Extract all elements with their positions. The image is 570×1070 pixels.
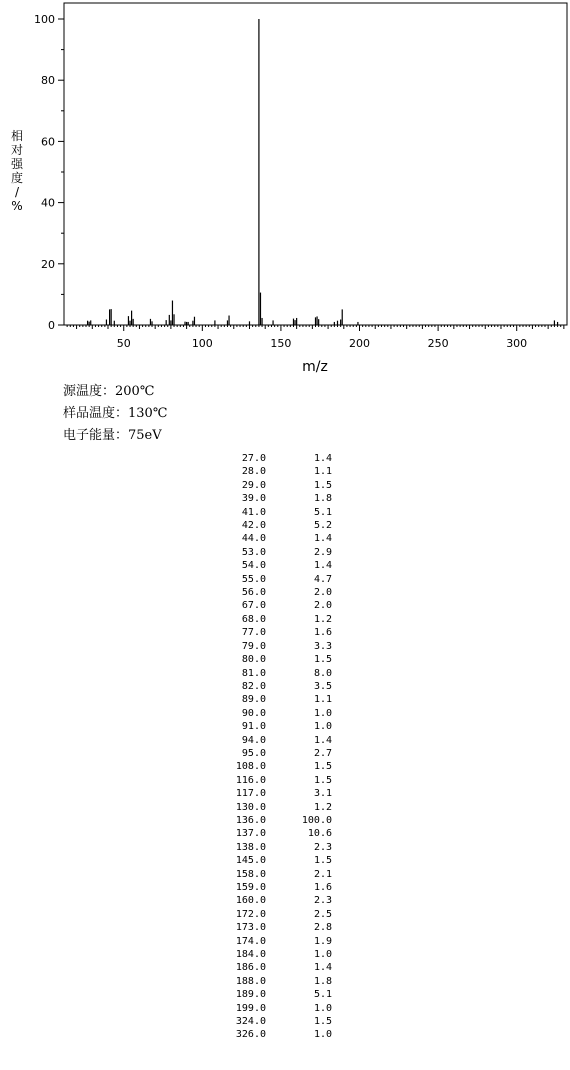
table-row bbox=[200, 948, 332, 961]
mz-cell: 158.0 bbox=[235, 868, 266, 880]
intensity-cell: 1.4 bbox=[313, 560, 332, 572]
mz-cell: 145.0 bbox=[235, 855, 266, 867]
mz-cell: 174.0 bbox=[235, 935, 266, 947]
intensity-cell: 2.0 bbox=[313, 587, 332, 599]
table-row bbox=[200, 720, 332, 733]
table-row bbox=[200, 894, 332, 907]
mz-cell: 67.0 bbox=[241, 600, 266, 612]
intensity-cell: 1.5 bbox=[313, 1016, 332, 1028]
y-axis-label-char: 强 bbox=[10, 157, 24, 171]
table-row bbox=[200, 586, 332, 599]
y-tick-label: 60 bbox=[41, 135, 55, 149]
table-row bbox=[200, 613, 332, 626]
mz-cell: 39.0 bbox=[241, 493, 266, 505]
table-row bbox=[200, 680, 332, 693]
intensity-cell: 1.4 bbox=[313, 734, 332, 746]
intensity-cell: 1.4 bbox=[313, 453, 332, 464]
table-row bbox=[200, 532, 332, 545]
intensity-cell: 1.1 bbox=[313, 466, 332, 478]
table-row bbox=[200, 693, 332, 706]
mz-cell: 116.0 bbox=[235, 774, 266, 786]
mz-cell: 44.0 bbox=[241, 533, 266, 545]
mz-cell: 56.0 bbox=[241, 587, 266, 599]
intensity-cell: 1.5 bbox=[313, 855, 332, 867]
mz-cell: 89.0 bbox=[241, 694, 266, 706]
mz-cell: 90.0 bbox=[241, 707, 266, 719]
intensity-cell: 3.3 bbox=[313, 640, 332, 652]
mz-cell: 68.0 bbox=[241, 613, 266, 625]
intensity-cell: 10.6 bbox=[307, 828, 332, 840]
y-axis-label-char: % bbox=[11, 199, 23, 213]
y-tick-label: 0 bbox=[48, 319, 55, 332]
table-row bbox=[200, 1015, 332, 1028]
peak-bars bbox=[88, 19, 558, 325]
mz-cell: 117.0 bbox=[235, 788, 266, 800]
mz-cell: 173.0 bbox=[235, 922, 266, 934]
table-row bbox=[200, 747, 332, 760]
mz-cell: 136.0 bbox=[235, 814, 266, 826]
y-tick-label: 80 bbox=[41, 74, 55, 88]
x-tick-label: 200 bbox=[349, 337, 371, 350]
table-row bbox=[200, 667, 332, 680]
mz-cell: 188.0 bbox=[235, 975, 266, 987]
mz-cell: 91.0 bbox=[241, 721, 266, 733]
table-row bbox=[200, 881, 332, 894]
intensity-cell: 2.3 bbox=[313, 895, 332, 907]
intensity-cell: 1.6 bbox=[313, 882, 332, 893]
mz-cell: 81.0 bbox=[241, 667, 266, 679]
mass-spectrum-chart bbox=[0, 0, 570, 380]
peak-table bbox=[200, 452, 332, 1042]
mz-cell: 29.0 bbox=[241, 479, 266, 491]
table-row bbox=[200, 559, 332, 572]
intensity-cell: 1.9 bbox=[313, 935, 332, 947]
intensity-cell: 1.8 bbox=[313, 493, 332, 505]
intensity-cell: 1.6 bbox=[313, 627, 332, 639]
mz-cell: 186.0 bbox=[235, 962, 266, 974]
mz-cell: 79.0 bbox=[241, 640, 266, 652]
x-tick-label: 300 bbox=[506, 337, 528, 350]
mz-cell: 95.0 bbox=[241, 747, 266, 759]
table-row bbox=[200, 814, 332, 827]
plot-frame bbox=[64, 3, 567, 325]
intensity-cell: 1.5 bbox=[313, 761, 332, 773]
intensity-cell: 2.1 bbox=[313, 868, 332, 880]
table-row bbox=[200, 452, 332, 465]
table-row bbox=[200, 465, 332, 478]
mz-cell: 94.0 bbox=[241, 734, 266, 746]
table-row bbox=[200, 1002, 332, 1015]
acquisition-conditions bbox=[63, 381, 167, 447]
intensity-cell: 2.5 bbox=[313, 908, 332, 920]
intensity-cell: 1.0 bbox=[313, 707, 332, 719]
table-row bbox=[200, 519, 332, 532]
y-axis-ticks bbox=[34, 13, 64, 332]
mz-cell: 324.0 bbox=[235, 1016, 266, 1028]
intensity-cell: 1.0 bbox=[313, 1002, 332, 1014]
mz-cell: 160.0 bbox=[235, 895, 266, 907]
table-row bbox=[200, 841, 332, 854]
mz-cell: 80.0 bbox=[241, 654, 266, 666]
y-tick-label: 100 bbox=[34, 13, 55, 26]
intensity-cell: 5.1 bbox=[313, 989, 332, 1001]
y-axis-label-char: 度 bbox=[10, 171, 24, 185]
intensity-cell: 100.0 bbox=[301, 814, 332, 826]
intensity-cell: 8.0 bbox=[313, 667, 332, 679]
x-axis-label: m/z bbox=[302, 359, 328, 375]
table-row bbox=[200, 854, 332, 867]
intensity-cell: 1.2 bbox=[313, 801, 332, 813]
peak-table-body bbox=[200, 452, 332, 1042]
mz-cell: 54.0 bbox=[241, 560, 266, 572]
intensity-cell: 5.1 bbox=[313, 506, 332, 518]
y-tick-label: 40 bbox=[41, 196, 55, 210]
mz-cell: 184.0 bbox=[235, 949, 266, 961]
mz-cell: 27.0 bbox=[241, 453, 266, 464]
intensity-cell: 1.0 bbox=[313, 1029, 332, 1041]
table-row bbox=[200, 734, 332, 747]
mz-cell: 55.0 bbox=[241, 573, 266, 585]
mz-cell: 172.0 bbox=[235, 908, 266, 920]
table-row bbox=[200, 868, 332, 881]
intensity-cell: 2.9 bbox=[313, 546, 332, 558]
y-tick-label: 20 bbox=[41, 257, 55, 271]
intensity-cell: 4.7 bbox=[313, 573, 332, 585]
intensity-cell: 2.7 bbox=[313, 747, 332, 759]
sample-temperature: 样品温度：130℃ bbox=[63, 406, 168, 421]
electron-energy: 电子能量：75eV bbox=[63, 428, 162, 443]
intensity-cell: 1.8 bbox=[313, 975, 332, 987]
table-row bbox=[200, 988, 332, 1001]
x-tick-label: 250 bbox=[427, 337, 449, 350]
mz-cell: 28.0 bbox=[241, 466, 266, 478]
table-row bbox=[200, 774, 332, 787]
x-tick-label: 100 bbox=[191, 337, 213, 350]
table-row bbox=[200, 506, 332, 519]
table-row bbox=[200, 653, 332, 666]
intensity-cell: 1.4 bbox=[313, 533, 332, 545]
intensity-cell: 3.1 bbox=[313, 788, 332, 800]
table-row bbox=[200, 626, 332, 639]
intensity-cell: 1.5 bbox=[313, 774, 332, 786]
y-axis-label-char: 相 bbox=[10, 129, 24, 143]
intensity-cell: 2.0 bbox=[313, 600, 332, 612]
table-row bbox=[200, 546, 332, 559]
intensity-cell: 1.5 bbox=[313, 654, 332, 666]
source-temperature: 源温度：200℃ bbox=[63, 384, 155, 399]
intensity-cell: 5.2 bbox=[313, 520, 332, 532]
table-row bbox=[200, 921, 332, 934]
mz-cell: 138.0 bbox=[235, 841, 266, 853]
intensity-cell: 1.1 bbox=[313, 694, 332, 706]
y-axis-label-char: / bbox=[14, 185, 20, 199]
table-row bbox=[200, 760, 332, 773]
table-row bbox=[200, 479, 332, 492]
x-tick-label: 150 bbox=[270, 337, 292, 350]
mz-cell: 130.0 bbox=[235, 801, 266, 813]
table-row bbox=[200, 827, 332, 840]
mz-cell: 82.0 bbox=[241, 680, 266, 692]
mz-cell: 159.0 bbox=[235, 882, 266, 893]
mz-cell: 189.0 bbox=[235, 989, 266, 1001]
table-row bbox=[200, 640, 332, 653]
x-axis-ticks bbox=[67, 325, 564, 350]
table-row bbox=[200, 908, 332, 921]
y-axis-label bbox=[11, 128, 24, 213]
mz-cell: 137.0 bbox=[235, 828, 266, 840]
mz-cell: 199.0 bbox=[235, 1002, 266, 1014]
intensity-cell: 1.4 bbox=[313, 962, 332, 974]
table-row bbox=[200, 707, 332, 720]
intensity-cell: 1.2 bbox=[313, 613, 332, 625]
table-row bbox=[200, 1028, 332, 1041]
intensity-cell: 1.0 bbox=[313, 949, 332, 961]
intensity-cell: 2.3 bbox=[313, 841, 332, 853]
mz-cell: 108.0 bbox=[235, 761, 266, 773]
table-row bbox=[200, 935, 332, 948]
table-row bbox=[200, 599, 332, 612]
table-row bbox=[200, 961, 332, 974]
intensity-cell: 2.8 bbox=[313, 922, 332, 934]
intensity-cell: 3.5 bbox=[313, 680, 332, 692]
table-row bbox=[200, 801, 332, 814]
mz-cell: 42.0 bbox=[241, 520, 266, 532]
intensity-cell: 1.5 bbox=[313, 479, 332, 491]
mz-cell: 326.0 bbox=[235, 1029, 266, 1041]
mz-cell: 77.0 bbox=[241, 627, 266, 639]
table-row bbox=[200, 975, 332, 988]
x-tick-label: 50 bbox=[116, 337, 131, 350]
table-row bbox=[200, 787, 332, 800]
mz-cell: 41.0 bbox=[241, 506, 266, 518]
table-row bbox=[200, 573, 332, 586]
y-axis-label-char: 对 bbox=[10, 143, 24, 157]
intensity-cell: 1.0 bbox=[313, 721, 332, 733]
mz-cell: 53.0 bbox=[241, 546, 266, 558]
table-row bbox=[200, 492, 332, 505]
